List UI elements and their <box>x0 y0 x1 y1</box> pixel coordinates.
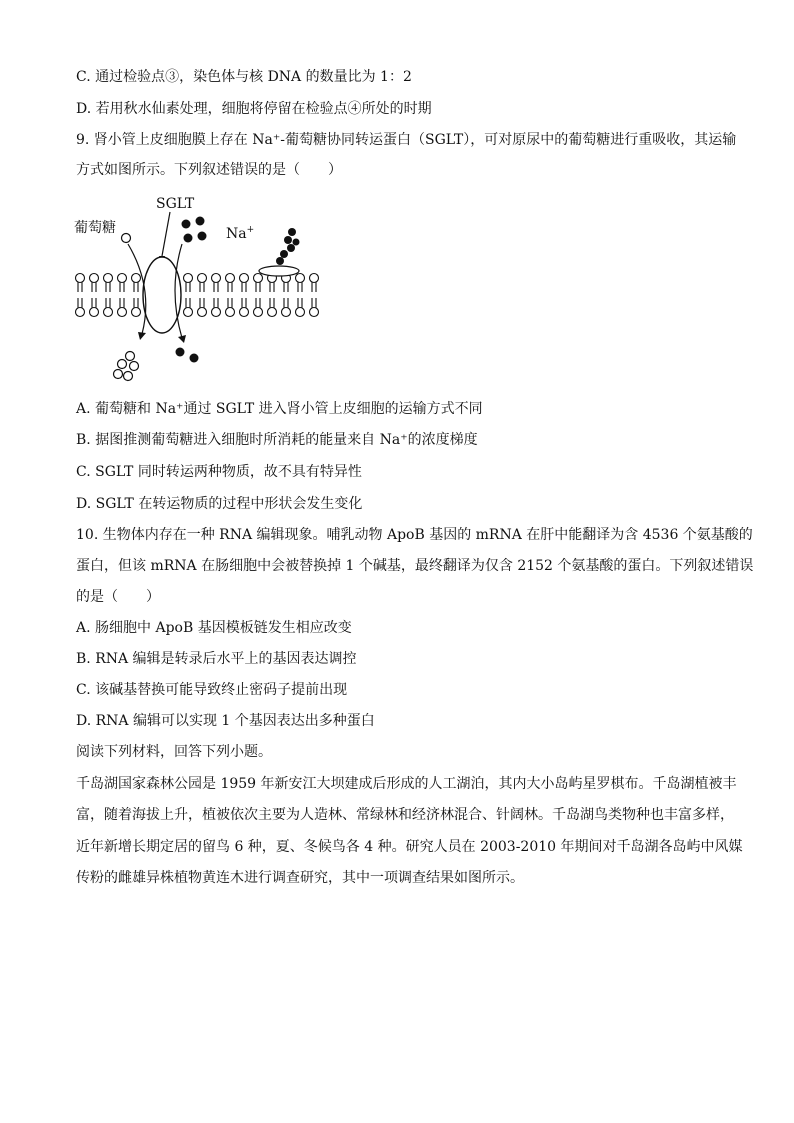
option-d-q8: D. 若用秋水仙素处理，细胞将停留在检验点④所处的时期 <box>76 101 432 117</box>
option-c-q8: C. 通过检验点③，染色体与核 DNA 的数量比为 1：2 <box>76 69 412 85</box>
option-a-q10: A. 肠细胞中 ApoB 基因模板链发生相应改变 <box>76 620 352 636</box>
sglt-transport-diagram <box>70 192 340 392</box>
option-a-q9: A. 葡萄糖和 Na⁺通过 SGLT 进入肾小管上皮细胞的运输方式不同 <box>76 401 483 417</box>
option-c-q10: C. 该碱基替换可能导致终止密码子提前出现 <box>76 682 348 698</box>
glucose-path-arrowhead <box>138 332 146 340</box>
sodium-label: Na+ <box>226 225 255 242</box>
sodium-ions-inside <box>176 348 199 363</box>
option-b-q9: B. 据图推测葡萄糖进入细胞时所消耗的能量来自 Na⁺的浓度梯度 <box>76 432 478 448</box>
question-10-stem-line1: 10. 生物体内存在一种 RNA 编辑现象。哺乳动物 ApoB 基因的 mRNA 在肝中能翻译为含 4536 个氨基酸的 <box>76 527 753 543</box>
sglt-label: SGLT <box>156 196 195 212</box>
glucose-molecule-outside <box>122 234 131 243</box>
passage-line4: 传粉的雌雄异株植物黄连木进行调查研究，其中一项调查结果如图所示。 <box>76 870 524 886</box>
sodium-ions-outside <box>182 217 207 243</box>
passage-line3: 近年新增长期定居的留鸟 6 种，夏、冬候鸟各 4 种。研究人员在 2003-2010 年期间对千岛湖各岛屿中风媒 <box>76 839 743 855</box>
option-b-q10: B. RNA 编辑是转录后水平上的基因表达调控 <box>76 651 357 667</box>
question-10-stem-line2: 蛋白，但该 mRNA 在肠细胞中会被替换掉 1 个碱基，最终翻译为仅含 2152 个氨基酸的蛋白。下列叙述错误 <box>76 558 754 574</box>
question-10-stem-line3: 的是（ ） <box>76 589 160 605</box>
sglt-pointer-arrow <box>162 212 170 256</box>
question-9-stem-line2: 方式如图所示。下列叙述错误的是（ ） <box>76 162 342 178</box>
phospholipid-bilayer <box>76 274 319 317</box>
glucose-molecules-inside <box>114 352 139 381</box>
question-9-stem-line1: 9. 肾小管上皮细胞膜上存在 Na⁺-葡萄糖协同转运蛋白（SGLT），可对原尿中的葡萄糖进行重吸收，其运输 <box>76 132 737 148</box>
passage-line1: 千岛湖国家森林公园是 1959 年新安江大坝建成后形成的人工湖泊，其内大小岛屿星罗棋布。千岛湖植被丰 <box>76 776 737 792</box>
option-d-q10: D. RNA 编辑可以实现 1 个基因表达出多种蛋白 <box>76 713 375 729</box>
reading-instruction: 阅读下列材料，回答下列小题。 <box>76 744 272 760</box>
passage-line2: 富，随着海拔上升，植被依次主要为人造林、常绿林和经济林混合、针阔林。千岛湖鸟类物种也丰富多样， <box>76 807 734 823</box>
option-c-q9: C. SGLT 同时转运两种物质，故不具有特异性 <box>76 464 362 480</box>
glucose-label: 葡萄糖 <box>74 220 116 236</box>
sodium-path-arrowhead <box>178 335 186 343</box>
option-d-q9: D. SGLT 在转运物质的过程中形状会发生变化 <box>76 496 363 512</box>
glycoprotein <box>259 228 300 276</box>
